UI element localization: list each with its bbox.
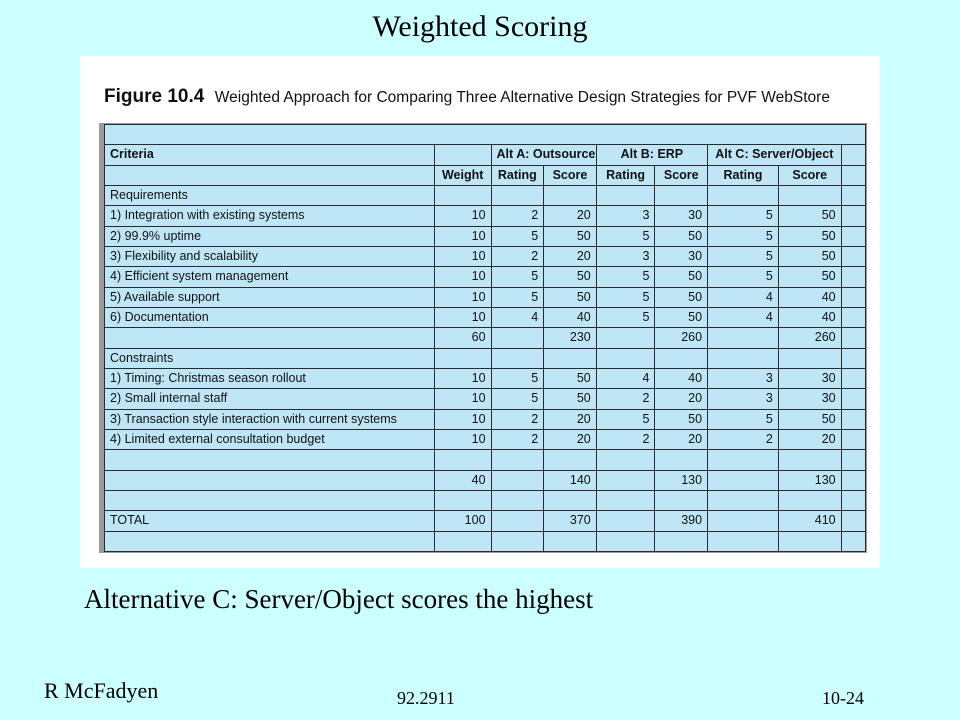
empty-cell <box>708 511 779 531</box>
table-body <box>105 125 866 552</box>
alt-a-score-total: 140 <box>544 470 597 490</box>
weight-value: 10 <box>434 368 491 388</box>
empty-cell <box>105 470 435 490</box>
alt-a-rating: 5 <box>491 389 544 409</box>
alt-c-rating: 2 <box>708 429 779 449</box>
alt-c-score: 50 <box>778 206 841 226</box>
alt-a-score: 50 <box>544 226 597 246</box>
empty-cell <box>596 328 655 348</box>
header-row-columns <box>105 165 866 185</box>
alt-c-score: 40 <box>778 287 841 307</box>
top-band-cell <box>105 125 866 145</box>
blank-row <box>105 531 866 551</box>
empty-cell <box>434 531 491 551</box>
criterion-label: 3) Transaction style interaction with current systems <box>105 409 435 429</box>
empty-cell <box>655 531 708 551</box>
constraints-row <box>105 429 866 449</box>
alt-b-score: 30 <box>655 246 708 266</box>
alt-b-score: 50 <box>655 267 708 287</box>
footer-page-number: 10-24 <box>822 688 864 708</box>
alt-a-rating: 5 <box>491 226 544 246</box>
alt-c-score: 30 <box>778 389 841 409</box>
empty-cell <box>491 450 544 470</box>
alt-a-score: 50 <box>544 368 597 388</box>
alt-a-rating-header: Rating <box>491 165 544 185</box>
alt-c-score: 20 <box>778 429 841 449</box>
empty-cell <box>778 531 841 551</box>
empty-cell <box>655 185 708 205</box>
footer-author: R McFadyen <box>44 678 159 703</box>
criterion-label: 5) Available support <box>105 287 435 307</box>
alt-c-rating: 5 <box>708 226 779 246</box>
alt-b-score-total: 260 <box>655 328 708 348</box>
slide-title: Weighted Scoring <box>372 10 588 43</box>
alt-b-grand-total: 390 <box>655 511 708 531</box>
empty-cell <box>105 531 435 551</box>
empty-cell <box>841 348 865 368</box>
empty-cell <box>708 328 779 348</box>
criterion-label: 4) Efficient system management <box>105 267 435 287</box>
alt-b-rating: 3 <box>596 246 655 266</box>
criterion-label: 1) Timing: Christmas season rollout <box>105 368 435 388</box>
empty-cell <box>491 490 544 510</box>
alt-a-score: 20 <box>544 429 597 449</box>
empty-cell <box>841 307 865 327</box>
empty-cell <box>544 348 597 368</box>
weight-total: 40 <box>434 470 491 490</box>
requirements-row <box>105 206 866 226</box>
empty-cell <box>841 429 865 449</box>
alt-b-rating: 2 <box>596 389 655 409</box>
alt-c-rating: 4 <box>708 307 779 327</box>
empty-cell <box>841 368 865 388</box>
alt-a-rating: 5 <box>491 267 544 287</box>
weight-value: 10 <box>434 429 491 449</box>
empty-cell <box>596 450 655 470</box>
figure-panel <box>80 56 880 568</box>
empty-cell <box>491 348 544 368</box>
alt-a-score: 50 <box>544 267 597 287</box>
empty-cell <box>596 511 655 531</box>
alt-c-score: 50 <box>778 409 841 429</box>
empty-cell <box>105 165 435 185</box>
alt-a-score-header: Score <box>544 165 597 185</box>
alt-c-score: 40 <box>778 307 841 327</box>
constraints-subtotal-row <box>105 470 866 490</box>
criterion-label: 6) Documentation <box>105 307 435 327</box>
alt-b-header: Alt B: ERP <box>596 145 707 165</box>
requirements-subtotal-row <box>105 328 866 348</box>
empty-cell <box>491 470 544 490</box>
requirements-row <box>105 246 866 266</box>
requirements-row <box>105 287 866 307</box>
empty-cell <box>596 490 655 510</box>
requirements-section <box>105 185 866 205</box>
criterion-label: 2) 99.9% uptime <box>105 226 435 246</box>
alt-a-score-total: 230 <box>544 328 597 348</box>
empty-cell <box>841 206 865 226</box>
constraints-section-label: Constraints <box>105 348 435 368</box>
criterion-label: 4) Limited external consultation budget <box>105 429 435 449</box>
empty-cell <box>841 328 865 348</box>
empty-cell <box>105 450 435 470</box>
alt-c-rating: 4 <box>708 287 779 307</box>
total-row <box>105 511 866 531</box>
criterion-label: 3) Flexibility and scalability <box>105 246 435 266</box>
empty-cell <box>596 470 655 490</box>
alt-c-score-header: Score <box>778 165 841 185</box>
alt-a-grand-total: 370 <box>544 511 597 531</box>
empty-cell <box>841 185 865 205</box>
alt-b-rating: 5 <box>596 409 655 429</box>
constraints-row <box>105 409 866 429</box>
alt-b-score: 20 <box>655 429 708 449</box>
empty-cell <box>544 450 597 470</box>
empty-cell <box>841 287 865 307</box>
alt-a-rating: 2 <box>491 409 544 429</box>
constraints-row <box>105 368 866 388</box>
empty-cell <box>841 409 865 429</box>
constraints-section <box>105 348 866 368</box>
alt-c-score: 50 <box>778 246 841 266</box>
alt-a-score: 20 <box>544 206 597 226</box>
empty-cell <box>778 450 841 470</box>
table-top-band <box>105 125 866 145</box>
weight-total: 60 <box>434 328 491 348</box>
empty-cell <box>544 185 597 205</box>
footer-course-number: 92.2911 <box>397 688 455 708</box>
empty-cell <box>778 490 841 510</box>
alt-b-rating-header: Rating <box>596 165 655 185</box>
empty-cell <box>491 328 544 348</box>
empty-cell <box>655 450 708 470</box>
alt-a-rating: 5 <box>491 368 544 388</box>
empty-cell <box>841 267 865 287</box>
blank-row <box>105 450 866 470</box>
empty-cell <box>544 531 597 551</box>
weight-value: 10 <box>434 206 491 226</box>
alt-c-score-total: 130 <box>778 470 841 490</box>
alt-b-score: 40 <box>655 368 708 388</box>
empty-cell <box>708 185 779 205</box>
alt-b-rating: 5 <box>596 307 655 327</box>
empty-cell <box>841 511 865 531</box>
weight-value: 10 <box>434 246 491 266</box>
weight-value: 10 <box>434 267 491 287</box>
alt-c-rating-header: Rating <box>708 165 779 185</box>
alt-c-rating: 5 <box>708 246 779 266</box>
requirements-row <box>105 267 866 287</box>
empty-cell <box>491 531 544 551</box>
requirements-section-label: Requirements <box>105 185 435 205</box>
alt-a-score: 20 <box>544 409 597 429</box>
alt-a-header: Alt A: Outsource <box>491 145 596 165</box>
empty-cell <box>708 470 779 490</box>
empty-cell <box>778 348 841 368</box>
empty-cell <box>841 389 865 409</box>
empty-cell <box>491 185 544 205</box>
conclusion-text: Alternative C: Server/Object scores the highest <box>84 584 594 614</box>
figure-caption <box>104 86 830 108</box>
weight-header: Weight <box>434 165 491 185</box>
alt-b-rating: 5 <box>596 267 655 287</box>
alt-a-score: 50 <box>544 287 597 307</box>
alt-c-header: Alt C: Server/Object <box>708 145 842 165</box>
alt-b-rating: 5 <box>596 287 655 307</box>
alt-b-score: 50 <box>655 409 708 429</box>
alt-c-grand-total: 410 <box>778 511 841 531</box>
alt-a-rating: 2 <box>491 429 544 449</box>
empty-cell <box>841 145 865 165</box>
constraints-row <box>105 389 866 409</box>
weight-value: 10 <box>434 389 491 409</box>
empty-cell <box>708 490 779 510</box>
alt-a-rating: 4 <box>491 307 544 327</box>
empty-cell <box>841 450 865 470</box>
figure-number: Figure 10.4 <box>104 86 205 107</box>
alt-c-rating: 5 <box>708 409 779 429</box>
alt-c-rating: 5 <box>708 267 779 287</box>
empty-cell <box>434 348 491 368</box>
alt-a-rating: 5 <box>491 287 544 307</box>
empty-cell <box>708 531 779 551</box>
alt-a-rating: 2 <box>491 206 544 226</box>
alt-a-score: 20 <box>544 246 597 266</box>
empty-cell <box>841 165 865 185</box>
alt-b-rating: 4 <box>596 368 655 388</box>
total-label: TOTAL <box>105 511 435 531</box>
empty-cell <box>655 490 708 510</box>
empty-cell <box>841 246 865 266</box>
alt-c-rating: 3 <box>708 368 779 388</box>
alt-b-score-total: 130 <box>655 470 708 490</box>
weight-value: 10 <box>434 307 491 327</box>
alt-c-score: 30 <box>778 368 841 388</box>
alt-b-score: 30 <box>655 206 708 226</box>
alt-b-score-header: Score <box>655 165 708 185</box>
empty-cell <box>491 511 544 531</box>
alt-b-score: 50 <box>655 226 708 246</box>
criteria-header: Criteria <box>105 145 435 165</box>
weight-value: 10 <box>434 226 491 246</box>
total-weight: 100 <box>434 511 491 531</box>
requirements-row <box>105 226 866 246</box>
header-row-alternatives <box>105 145 866 165</box>
alt-c-score: 50 <box>778 267 841 287</box>
blank-row <box>105 490 866 510</box>
empty-cell <box>708 450 779 470</box>
empty-cell <box>708 348 779 368</box>
empty-cell <box>105 328 435 348</box>
empty-cell <box>778 185 841 205</box>
weighted-scoring-table <box>104 124 866 552</box>
empty-cell <box>434 145 491 165</box>
alt-a-score: 50 <box>544 389 597 409</box>
empty-cell <box>596 185 655 205</box>
alt-b-rating: 2 <box>596 429 655 449</box>
criterion-label: 1) Integration with existing systems <box>105 206 435 226</box>
alt-b-rating: 5 <box>596 226 655 246</box>
empty-cell <box>841 531 865 551</box>
alt-c-score-total: 260 <box>778 328 841 348</box>
alt-b-rating: 3 <box>596 206 655 226</box>
empty-cell <box>434 490 491 510</box>
alt-a-rating: 2 <box>491 246 544 266</box>
alt-c-rating: 5 <box>708 206 779 226</box>
empty-cell <box>105 490 435 510</box>
figure-caption-text: Weighted Approach for Comparing Three Alternative Design Strategies for PVF WebStore <box>214 89 830 106</box>
alt-b-score: 50 <box>655 287 708 307</box>
requirements-row <box>105 307 866 327</box>
weight-value: 10 <box>434 409 491 429</box>
alt-b-score: 20 <box>655 389 708 409</box>
empty-cell <box>841 470 865 490</box>
empty-cell <box>841 226 865 246</box>
alt-a-score: 40 <box>544 307 597 327</box>
alt-c-score: 50 <box>778 226 841 246</box>
empty-cell <box>434 185 491 205</box>
criterion-label: 2) Small internal staff <box>105 389 435 409</box>
weight-value: 10 <box>434 287 491 307</box>
empty-cell <box>841 490 865 510</box>
empty-cell <box>596 531 655 551</box>
empty-cell <box>434 450 491 470</box>
empty-cell <box>655 348 708 368</box>
alt-c-rating: 3 <box>708 389 779 409</box>
empty-cell <box>544 490 597 510</box>
alt-b-score: 50 <box>655 307 708 327</box>
empty-cell <box>596 348 655 368</box>
